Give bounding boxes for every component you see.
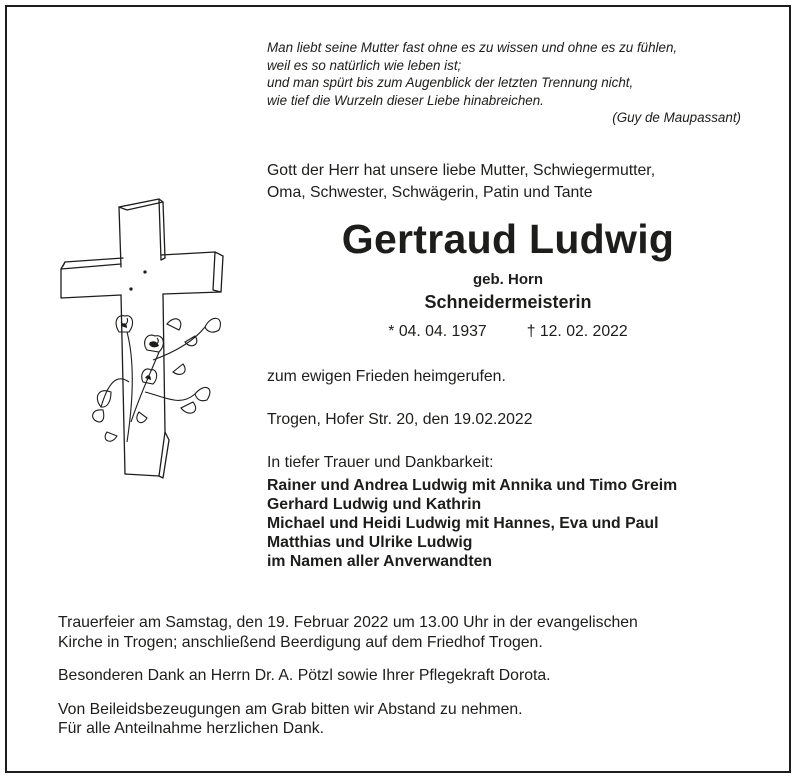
mourners-list	[267, 476, 677, 571]
intro-text	[267, 160, 655, 204]
called-home-text: zum ewigen Frieden heimgerufen.	[267, 368, 506, 385]
mourner-line: im Namen aller Anverwandten	[267, 553, 493, 570]
mourner-line: Gerhard Ludwig und Kathrin	[267, 496, 482, 513]
condolence-line: Von Beileidsbezeugungen am Grab bitten wir Abstand zu nehmen.	[58, 700, 523, 718]
quote	[267, 39, 747, 127]
condolence-line: Für alle Anteilnahme herzlichen Dank.	[58, 720, 325, 737]
intro-line: Oma, Schwester, Schwägerin, Patin und Tante	[267, 184, 593, 201]
maiden-name: geb. Horn	[473, 271, 543, 288]
funeral-line: Kirche in Trogen; anschließend Beerdigung auf dem Friedhof Trogen.	[58, 633, 543, 651]
condolence-note	[58, 700, 638, 739]
death-date: † 12. 02. 2022	[526, 323, 628, 340]
place-date: Trogen, Hofer Str. 20, den 19.02.2022	[267, 411, 533, 428]
mourner-line: Matthias und Ulrike Ludwig	[267, 534, 473, 551]
quote-author: (Guy de Maupassant)	[612, 110, 741, 125]
intro-line: Gott der Herr hat unsere liebe Mutter, Schwiegermutter,	[267, 162, 656, 179]
deceased-name: Gertraud Ludwig	[341, 216, 675, 262]
funeral-info	[58, 613, 638, 652]
quote-line: wie tief die Wurzeln dieser Liebe hinabreichen.	[267, 92, 544, 108]
footer-text	[58, 613, 638, 753]
mourner-line: Michael und Heidi Ludwig mit Hannes, Eva und Paul	[267, 515, 659, 532]
mourner-line: Rainer und Andrea Ludwig mit Annika und Timo Greim	[267, 477, 678, 494]
quote-line: weil es so natürlich wie leben ist;	[267, 57, 462, 73]
life-dates	[268, 323, 748, 341]
thanks-note	[58, 666, 638, 686]
birth-date: * 04. 04. 1937	[388, 323, 487, 340]
profession: Schneidermeisterin	[424, 292, 592, 312]
mourning-intro: In tiefer Trauer und Dankbarkeit:	[267, 454, 494, 471]
quote-line: und man spürt bis zum Augenblick der letzten Trennung nicht,	[267, 75, 634, 90]
thanks-line: Besonderen Dank an Herrn Dr. A. Pötzl sowie Ihrer Pflegekraft Dorota.	[58, 667, 551, 684]
quote-line: Man liebt seine Mutter fast ohne es zu wissen und ohne es zu fühlen,	[267, 40, 678, 55]
cross-with-roses-icon	[55, 182, 245, 482]
funeral-line: Trauerfeier am Samstag, den 19. Februar 2022 um 13.00 Uhr in der evangelischen	[58, 614, 638, 631]
